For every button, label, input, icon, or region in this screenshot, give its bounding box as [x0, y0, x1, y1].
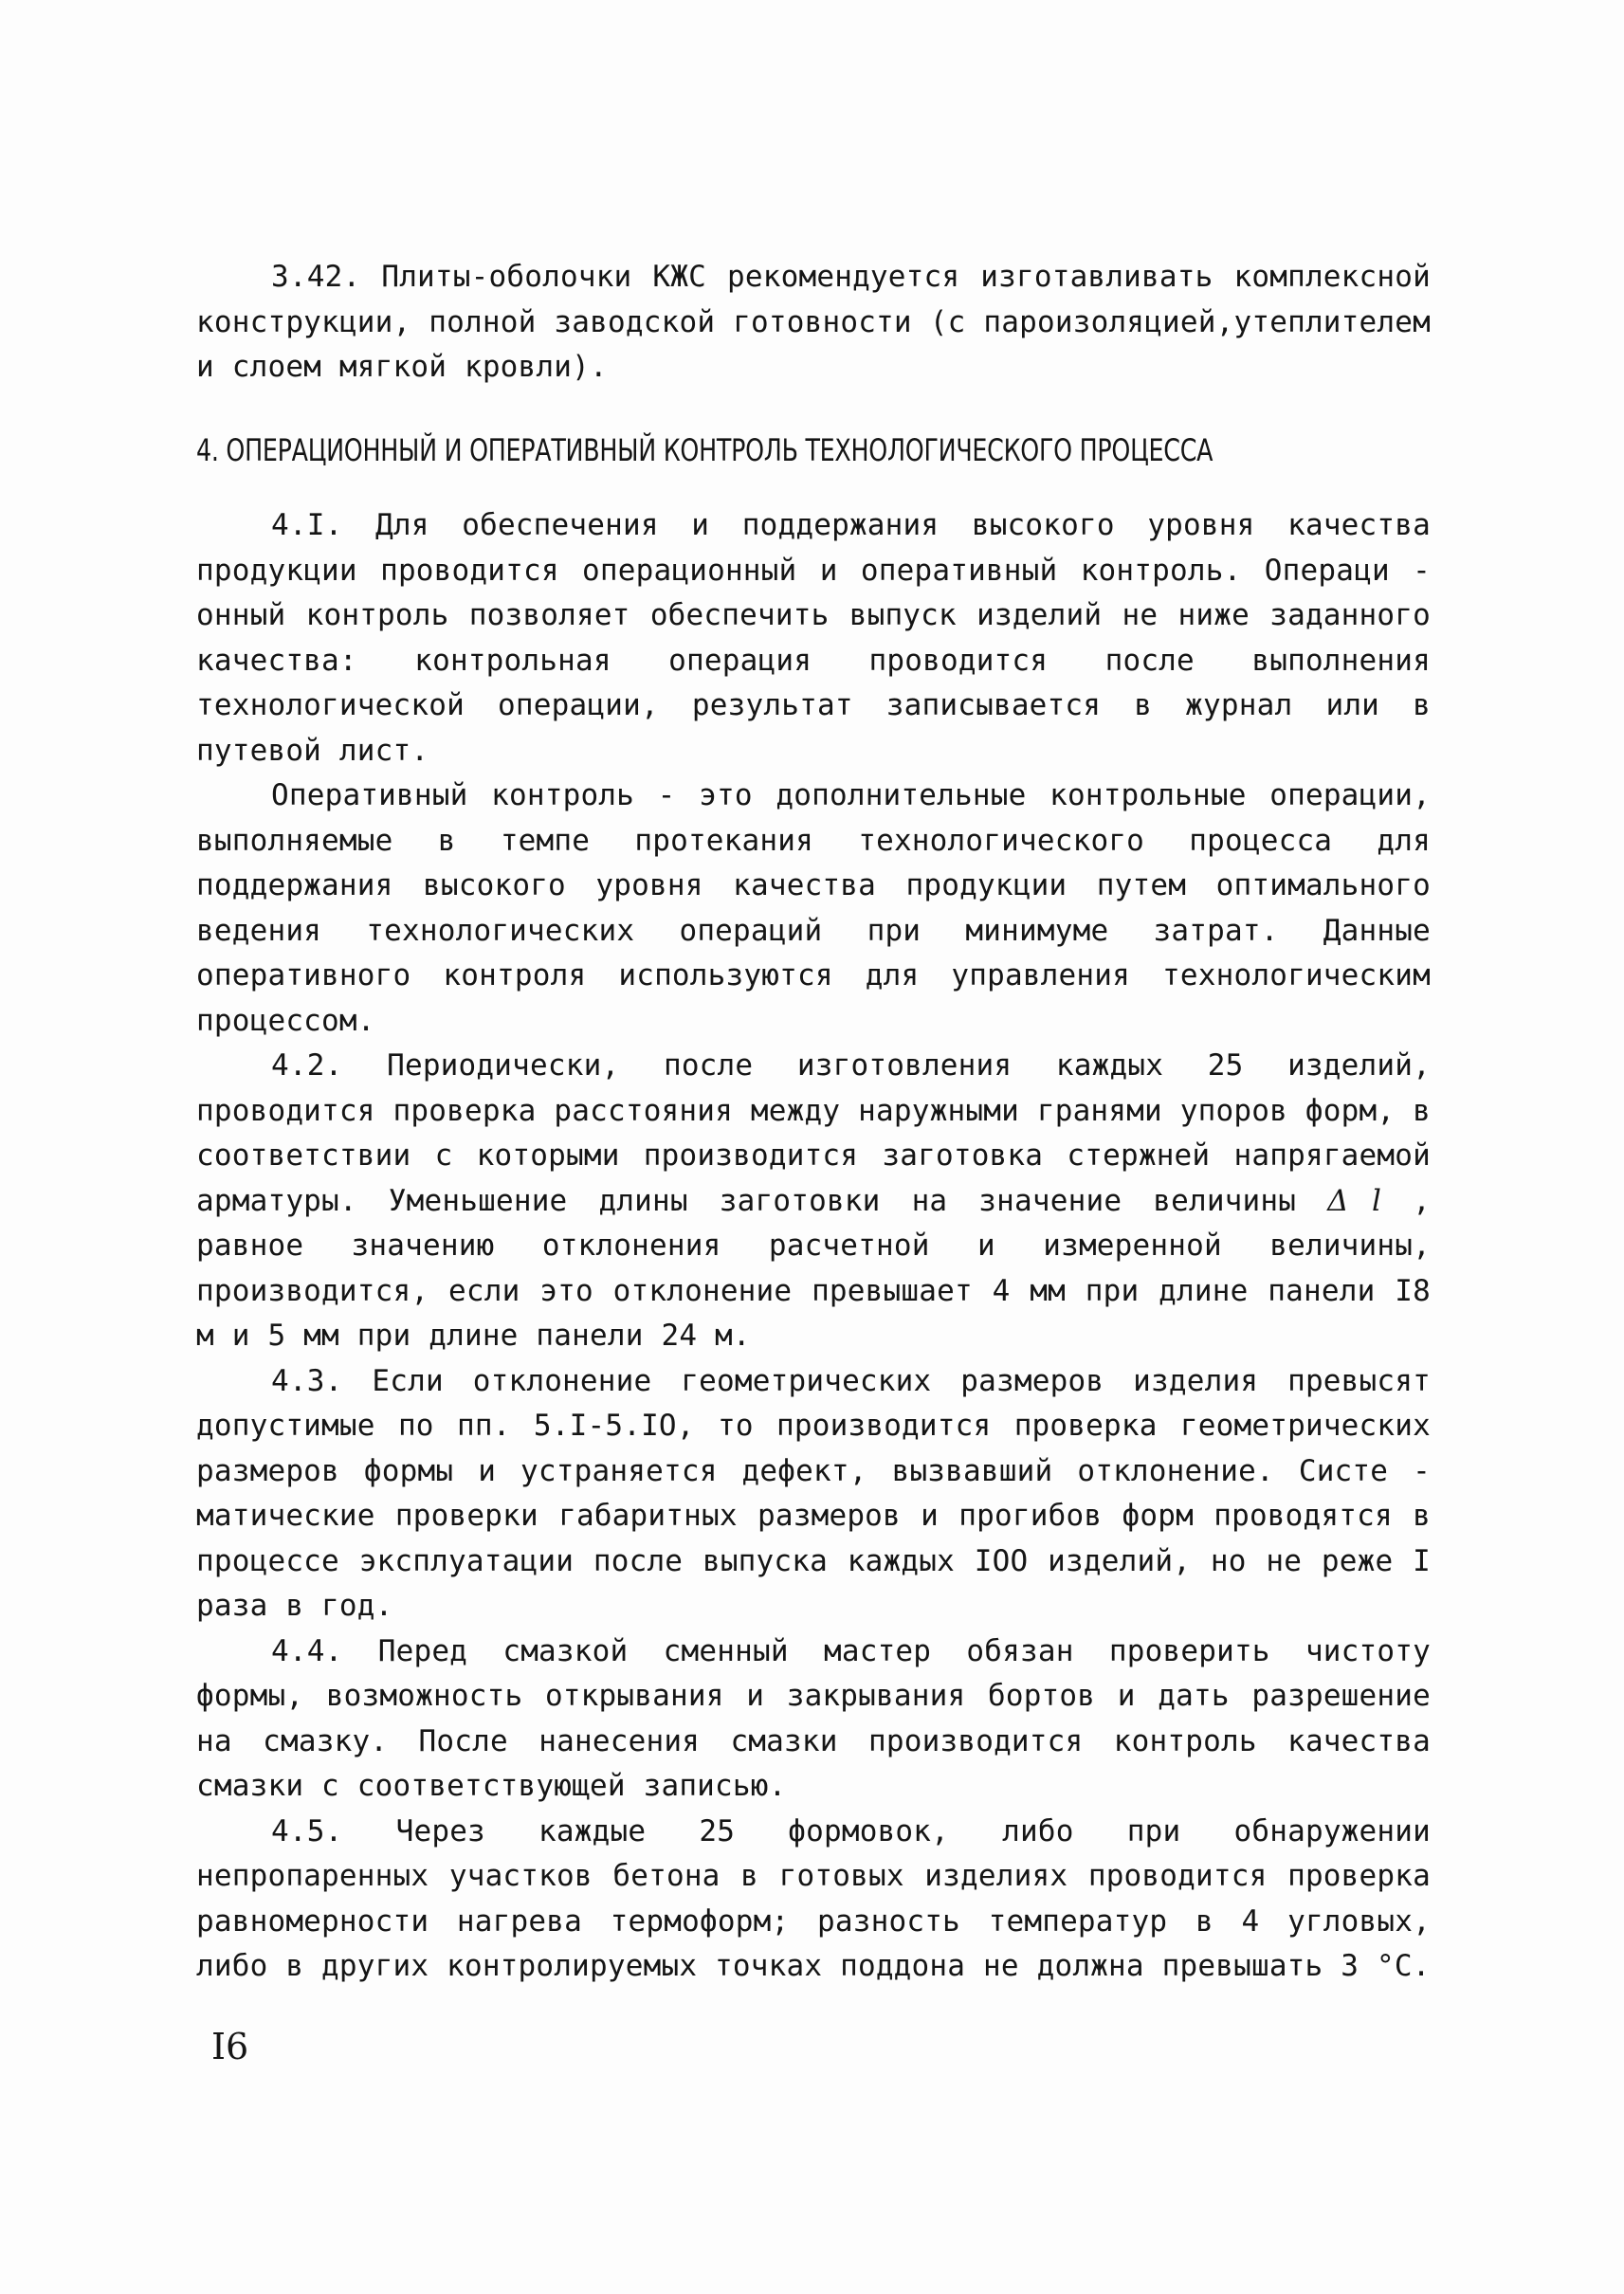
page-number: I6	[211, 2026, 249, 2067]
paragraph-4-2-text-end: , равное значению отклонения расчетной и измеренной величины, производится, если это отклонение превышает 4 мм при длине панели I8 м и 5 мм при длине панели 24 м.	[196, 1183, 1431, 1353]
paragraph-4-5-text: 4.5. Через каждые 25 формовок, либо при обнаружении непропаренных участков бетона в готовых изделиях проводится проверка равномерности нагрева термоформ; разность температур в 4 угловых, либо в других контролируемых точках поддона не должна превышать 3	[196, 1813, 1431, 1983]
paragraph-4-1-text: 4.I. Для обеспечения и поддержания высокого уровня качества продукции проводится операционный и оперативный контроль. Операци - онный контроль позволяет обеспечить выпуск изделий не ниже заданного качества: контрольная операция проводится после выполнения технологической операции, результат записывается в журнал или в путевой лист.	[196, 508, 1431, 768]
paragraph-4-2-text-start: 4.2. Периодически, после изготовления каждых 25 изделий, проводится проверка расстояния между наружными гранями упоров форм, в соответствии с которыми производится заготовка стержней напрягаемой арматуры. Уменьшение длины заготовки на значение величины	[196, 1048, 1431, 1218]
paragraph-4-3	[196, 1359, 1431, 1629]
paragraph-4-1	[196, 503, 1431, 774]
section-3-42	[196, 255, 1431, 391]
paragraph-3-42	[196, 255, 1431, 391]
section-4-heading	[196, 428, 1431, 474]
section-4-body	[196, 503, 1431, 1990]
paragraph-4-4	[196, 1629, 1431, 1810]
paragraph-4-4-text: 4.4. Перед смазкой сменный мастер обязан проверить чистоту формы, возможность открывания и закрывания бортов и дать разрешение на смазку. После нанесения смазки производится контроль качества смазки с соответствующей записью.	[196, 1633, 1431, 1803]
delta-l-symbol: Δ l	[1327, 1183, 1382, 1218]
paragraph-4-2	[196, 1044, 1431, 1359]
section-heading: 4. ОПЕРАЦИОННЫЙ И ОПЕРАТИВНЫЙ КОНТРОЛЬ ТЕХНОЛОГИЧЕСКОГО ПРОЦЕССА	[196, 432, 1213, 468]
paragraph-3-42-text: 3.42. Плиты-оболочки КЖС рекомендуется изготавливать комплексной конструкции, полной заводской готовности (с пароизоляцией,утеплителем и слоем мягкой кровли).	[196, 260, 1431, 384]
paragraph-4-5	[196, 1810, 1431, 1990]
paragraph-4-1-operative-text: Оперативный контроль - это дополнительные контрольные операции, выполняемые в темпе протекания технологического процесса для поддержания высокого уровня качества продукции путем оптимального ведения технологических операций при минимуме затрат. Данные оперативного контроля используются для управления технологическим процессом.	[196, 778, 1431, 1038]
paragraph-4-1-operative	[196, 774, 1431, 1044]
paragraph-4-3-text: 4.3. Если отклонение геометрических размеров изделия превысят допустимые по пп. 5.I-5.IO, то производится проверка геометрических размеров формы и устраняется дефект, вызвавший отклонение. Систе - матические проверки габаритных размеров и прогибов форм проводятся в процессе эксплуатации после выпуска каждых IOO изделий, но не реже I раза в год.	[196, 1363, 1431, 1623]
temperature-unit: °С.	[1377, 1949, 1431, 1983]
